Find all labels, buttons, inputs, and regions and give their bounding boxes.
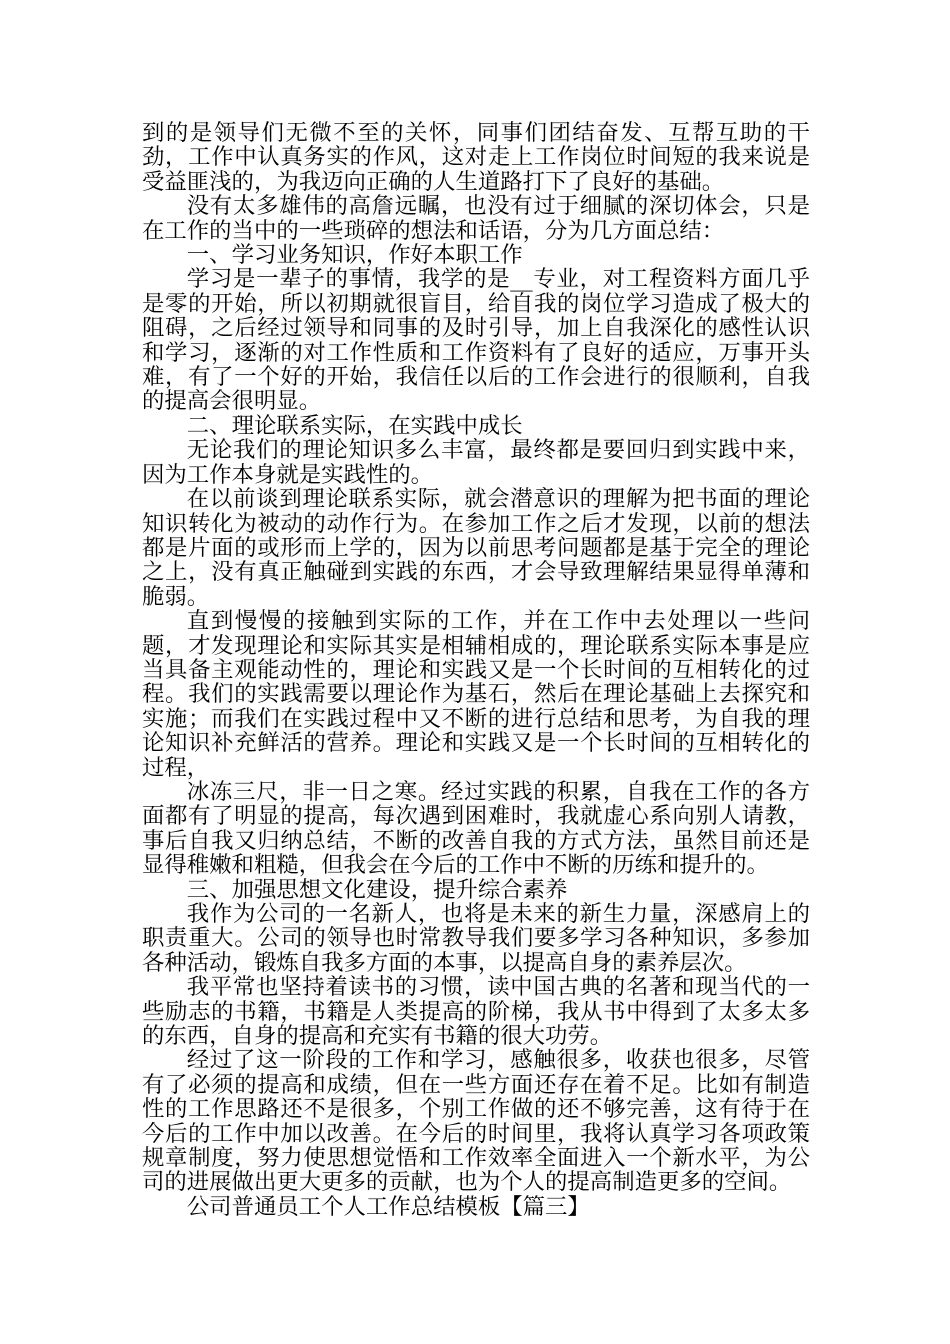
paragraph-accumulation: 冰冻三尺，非一日之寒。经过实践的积累，自我在工作的各方面都有了明显的提高，每次遇到困难时，我就虚心系向别人请教，事后自我又归纳总结，不断的改善自我的方式方法，虽然目前还是显得稚嫩和粗糙，但我会在今后的工作中不断的历练和提升的。 <box>142 778 810 879</box>
section-heading-3: 三、加强思想文化建设，提升综合素养 <box>186 876 568 903</box>
paragraph-intro: 没有太多雄伟的高詹远瞩，也没有过于细腻的深切体会，只是在工作的当中的一些琐碎的想法和话语，分为几方面总结： <box>142 193 810 244</box>
next-section-title: 公司普通员工个人工作总结模板【篇三】 <box>186 1193 590 1220</box>
section-heading-1: 一、学习业务知识，作好本职工作 <box>186 242 523 269</box>
paragraph-theory: 无论我们的理论知识多么丰富，最终都是要回归到实践中来，因为工作本身就是实践性的。 <box>142 437 810 488</box>
paragraph-summary: 经过了这一阶段的工作和学习，感触很多，收获也很多，尽管有了必须的提高和成绩，但在一些方面还存在着不足。比如有制造性的工作思路还不是很多，个别工作做的还不够完善，这有待于在今后的工作中加以改善。在今后的时间里，我将认真学习各项政策规章制度，努力使思想觉悟和工作效率全面进入一个新水平，为公司的进展做出更大更多的贡献，也为个人的提高制造更多的空间。 <box>142 1047 810 1196</box>
section-heading-2: 二、理论联系实际，在实践中成长 <box>186 412 523 439</box>
paragraph-newcomer: 我作为公司的一名新人，也将是未来的新生力量，深感肩上的职责重大。公司的领导也时常教导我们要多学习各种知识，多参加各种活动，锻炼自我多方面的本事，以提高自身的素养层次。 <box>142 901 810 976</box>
paragraph-practice: 直到慢慢的接触到实际的工作，并在工作中去处理以一些问题，才发现理论和实际其实是相辅相成的，理论联系实际本事是应当具备主观能动性的，理论和实践又是一个长时间的互相转化的过程。我们的实践需要以理论作为基石，然后在理论基础上去探究和实施；而我们在实践过程中又不断的进行总结和思考，为自我的理论知识补充鲜活的营养。理论和实践又是一个长时间的互相转化的过程， <box>142 608 810 781</box>
paragraph-past-understanding: 在以前谈到理论联系实际，就会潜意识的理解为把书面的理论知识转化为被动的动作行为。在参加工作之后才发现，以前的想法都是片面的或形而上学的，因为以前思考问题都是基于完全的理论之上，没有真正触碰到实践的东西，才会导致理解结果显得单薄和脆弱。 <box>142 486 810 610</box>
paragraph-reading: 我平常也坚持着读书的习惯，读中国古典的名著和现当代的一些励志的书籍，书籍是人类提高的阶梯，我从书中得到了太多太多的东西，自身的提高和充实有书籍的很大功劳。 <box>142 974 810 1050</box>
paragraph-study: 学习是一辈子的事情，我学的是__专业，对工程资料方面几乎是零的开始，所以初期就很盲目，给自我的岗位学习造成了极大的阻碍，之后经过领导和同事的及时引导，加上自我深化的感性认识和学习，逐渐的对工作性质和工作资料有了良好的适应，万事开头难，有了一个好的开始，我信任以后的工作会进行的很顺利，自我的提高会很明显。 <box>142 266 810 415</box>
paragraph-continuation: 到的是领导们无微不至的关怀，同事们团结奋发、互帮互助的干劲，工作中认真务实的作风，这对走上工作岗位时间短的我来说是受益匪浅的，为我迈向正确的人生道路打下了良好的基础。 <box>142 120 810 195</box>
document-body <box>142 121 810 1219</box>
